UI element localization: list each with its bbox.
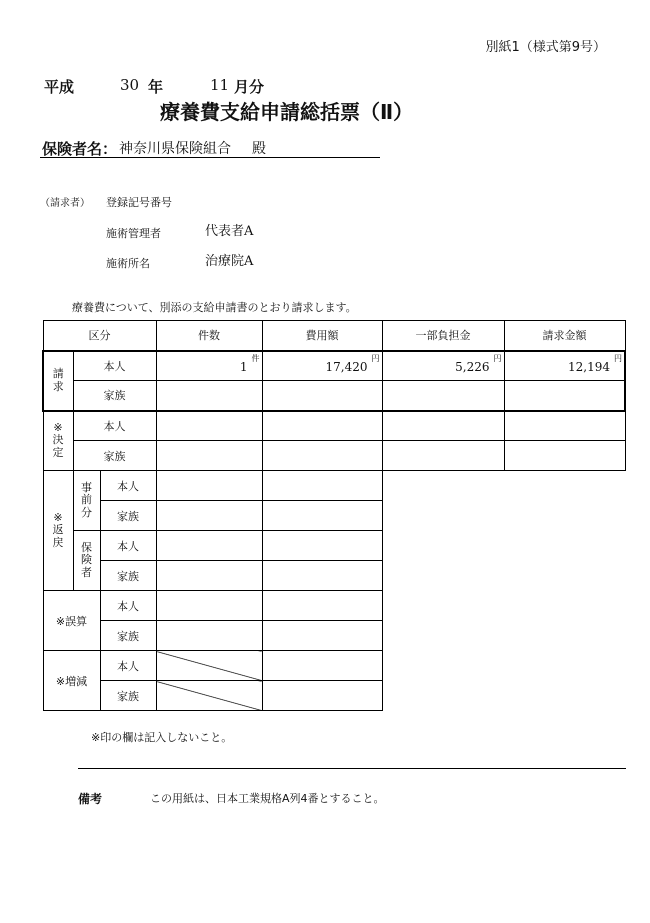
empty-cell [504, 381, 625, 411]
insurer-name: 神奈川県保険組合 [119, 141, 231, 157]
honnin-label: 本人 [100, 591, 156, 621]
empty-cell [262, 621, 382, 651]
honnin-label: 本人 [100, 471, 156, 501]
empty-cell [262, 651, 382, 681]
honnin-label: 本人 [100, 531, 156, 561]
claim-unit: 円 [614, 353, 622, 363]
kazoku-label: 家族 [100, 621, 156, 651]
empty-cell [262, 501, 382, 531]
empty-cell [262, 531, 382, 561]
intro-text: 療養費について、別添の支給申請書のとおり請求します。 [72, 301, 357, 314]
insurer-underline [40, 157, 380, 158]
empty-cell [156, 561, 262, 591]
table-row [43, 531, 625, 561]
table-row [43, 651, 625, 681]
kettei-label: ※ 決 定 [43, 411, 73, 471]
empty-cell [262, 441, 382, 471]
honnin-label: 本人 [100, 651, 156, 681]
table-row [43, 621, 625, 651]
month-unit: 月分 [234, 78, 265, 96]
cost-value: 17,420 [325, 359, 368, 374]
era-label: 平成 [44, 78, 75, 96]
clinic-label: 施術所名 [106, 257, 150, 270]
empty-cell [156, 591, 262, 621]
page-title: 療養費支給申請総括票（Ⅱ） [160, 100, 414, 124]
empty-cell [262, 381, 382, 411]
claim-cell [504, 351, 625, 381]
insurer-label: 保険者名： [42, 140, 118, 158]
gosan-label: ※誤算 [43, 591, 100, 651]
empty-cell [156, 531, 262, 561]
empty-cell [156, 501, 262, 531]
count-cell [156, 351, 262, 381]
honnin-label: 本人 [73, 411, 156, 441]
table-row [43, 351, 625, 381]
empty-cell [262, 411, 382, 441]
table-row [43, 471, 625, 501]
seikyu-label: 請 求 [43, 351, 73, 411]
table-row [43, 591, 625, 621]
header-count: 件数 [156, 321, 262, 351]
strikeout-cell [156, 681, 262, 711]
year-value: 30 [120, 76, 140, 94]
kazoku-label: 家族 [73, 441, 156, 471]
zougen-label: ※増減 [43, 651, 100, 711]
manager-value: 代表者A [205, 224, 254, 239]
count-value: 1 [239, 359, 248, 374]
empty-cell [382, 381, 504, 411]
hokensha-label: 保 険 者 [73, 531, 100, 591]
empty-cell [262, 681, 382, 711]
strikeout-cell [156, 651, 262, 681]
kazoku-label: 家族 [100, 501, 156, 531]
kazoku-label: 家族 [73, 381, 156, 411]
year-unit: 年 [148, 78, 164, 96]
divider [78, 768, 626, 769]
header-copay: 一部負担金 [382, 321, 504, 351]
empty-cell [156, 381, 262, 411]
header-category: 区分 [43, 321, 156, 351]
table-row [43, 381, 625, 411]
henrei-label: ※ 返 戻 [43, 471, 73, 591]
empty-cell [504, 411, 625, 441]
remarks-label: 備考 [78, 792, 103, 806]
copay-unit: 円 [493, 353, 502, 363]
empty-cell [156, 411, 262, 441]
table-row [43, 681, 625, 711]
jizen-label: 事 前 分 [73, 471, 100, 531]
header-cost: 費用額 [262, 321, 382, 351]
empty-cell [262, 561, 382, 591]
requester-label: （請求者） [40, 198, 90, 209]
cost-unit: 円 [371, 353, 380, 363]
empty-cell [156, 441, 262, 471]
empty-cell [156, 471, 262, 501]
table-row [43, 411, 625, 441]
summary-table [42, 320, 626, 711]
note-text: ※印の欄は記入しないこと。 [91, 731, 233, 744]
empty-cell [262, 591, 382, 621]
count-unit: 件 [251, 353, 260, 363]
copay-value: 5,226 [455, 359, 490, 374]
empty-cell [262, 471, 382, 501]
claim-value: 12,194 [568, 359, 610, 374]
empty-cell [504, 441, 625, 471]
table-row [43, 561, 625, 591]
kazoku-label: 家族 [100, 561, 156, 591]
header-claim: 請求金額 [504, 321, 625, 351]
registration-label: 登録記号番号 [106, 196, 172, 209]
form-reference: 別紙1（様式第9号） [485, 40, 606, 55]
remarks-text: この用紙は、日本工業規格A列4番とすること。 [150, 792, 385, 805]
manager-label: 施術管理者 [106, 227, 161, 240]
cost-cell [262, 351, 382, 381]
empty-cell [156, 621, 262, 651]
clinic-value: 治療院A [205, 254, 254, 269]
empty-cell [382, 411, 504, 441]
insurer-honorific: 殿 [252, 141, 266, 157]
month-value: 11 [210, 76, 230, 94]
empty-cell [382, 441, 504, 471]
table-row [43, 441, 625, 471]
copay-cell [382, 351, 504, 381]
honnin-label: 本人 [73, 351, 156, 381]
table-row [43, 501, 625, 531]
header-row [43, 321, 625, 351]
kazoku-label: 家族 [100, 681, 156, 711]
